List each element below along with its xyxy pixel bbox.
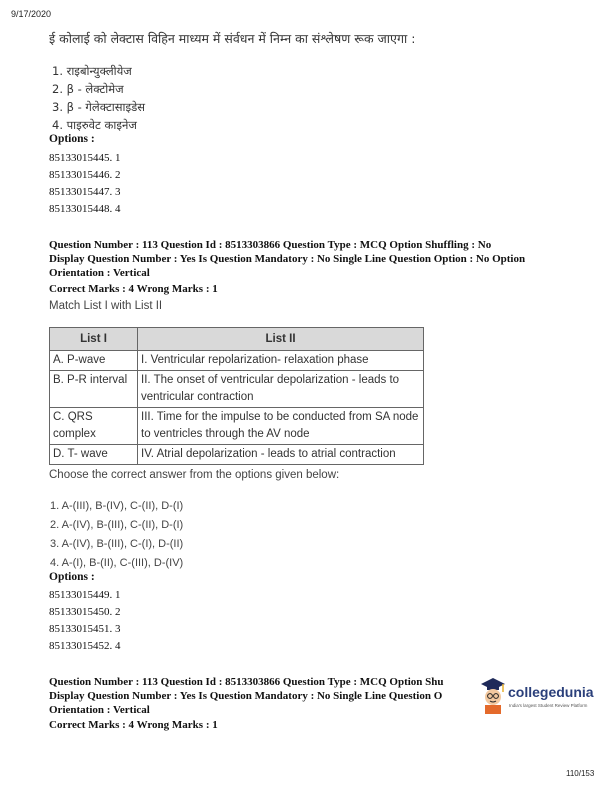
table-row [50, 445, 424, 465]
meta-line: Display Question Number : Yes Is Question Mandatory : No Single Line Question Option : No Option [49, 253, 526, 265]
marks-info: Correct Marks : 4 Wrong Marks : 1 [49, 283, 218, 295]
choice-item: 4. पाइरुवेट काइनेज [52, 118, 137, 132]
options-label: Options : [49, 571, 95, 583]
question-meta [49, 675, 444, 717]
option-item: 85133015445. 1 [49, 152, 121, 164]
question-text-hindi: ई कोलाई को लेक्टास विहिन माध्यम में संर्वधन में निम्न का संश्लेषण रूक जाएगा : [49, 31, 416, 46]
choice-item: 2. A-(IV), B-(III), C-(II), D-(I) [50, 519, 184, 531]
options-list [49, 150, 121, 218]
page-number: 110/153 [566, 769, 595, 778]
list-one-cell: D. T- wave [50, 445, 138, 465]
table-row [50, 408, 424, 445]
choice-item: 3. A-(IV), B-(III), C-(I), D-(II) [50, 538, 184, 550]
list-one-cell: A. P-wave [50, 351, 138, 371]
mascot-icon [479, 675, 507, 715]
table-row [50, 371, 424, 408]
option-item: 85133015450. 2 [49, 606, 121, 618]
option-item: 85133015449. 1 [49, 589, 121, 601]
answer-choices [50, 497, 183, 573]
option-item: 85133015447. 3 [49, 186, 121, 198]
option-item: 85133015446. 2 [49, 169, 121, 181]
list-one-cell: B. P-R interval [50, 371, 138, 408]
choice-item: 3. β - गेलेक्टासाइडेस [52, 100, 146, 114]
option-item: 85133015452. 4 [49, 640, 121, 652]
print-date: 9/17/2020 [11, 9, 52, 19]
choose-instruction: Choose the correct answer from the options given below: [49, 469, 340, 481]
watermark-tagline: India's largest Student Review Platform [509, 703, 588, 708]
marks-info: Correct Marks : 4 Wrong Marks : 1 [49, 719, 218, 731]
column-header: List I [50, 328, 138, 351]
choice-item: 1. A-(III), B-(IV), C-(II), D-(I) [50, 500, 184, 512]
meta-line: Question Number : 113 Question Id : 8513303866 Question Type : MCQ Option Shu [49, 676, 444, 688]
choice-item: 1. राइबोन्युक्लीयेज [52, 64, 132, 78]
choice-item: 4. A-(I), B-(II), C-(III), D-(IV) [50, 557, 184, 569]
match-instruction: Match List I with List II [49, 300, 163, 312]
choice-item: 2. β - लेक्टोमेज [52, 82, 124, 96]
list-two-cell: I. Ventricular repolarization- relaxation phase [138, 351, 424, 371]
meta-line: Display Question Number : Yes Is Question Mandatory : No Single Line Question O [49, 690, 443, 702]
table-row [50, 351, 424, 371]
list-two-cell: II. The onset of ventricular depolarization - leads to ventricular contraction [138, 371, 424, 408]
meta-line: Question Number : 113 Question Id : 8513303866 Question Type : MCQ Option Shuffling : No [49, 239, 492, 251]
list-two-cell: IV. Atrial depolarization - leads to atrial contraction [138, 445, 424, 465]
question-meta [49, 238, 525, 280]
watermark-brand: collegedunia [508, 684, 594, 700]
hindi-choices [52, 62, 145, 134]
list-two-cell: III. Time for the impulse to be conducted from SA node to ventricles through the AV node [138, 408, 424, 445]
options-list [49, 587, 121, 655]
list-one-cell: C. QRS complex [50, 408, 138, 445]
column-header: List II [138, 328, 424, 351]
match-table [49, 327, 424, 465]
option-item: 85133015448. 4 [49, 203, 121, 215]
meta-line: Orientation : Vertical [49, 704, 150, 716]
option-item: 85133015451. 3 [49, 623, 121, 635]
meta-line: Orientation : Vertical [49, 267, 150, 279]
table-header-row [50, 328, 424, 351]
options-label: Options : [49, 133, 95, 145]
